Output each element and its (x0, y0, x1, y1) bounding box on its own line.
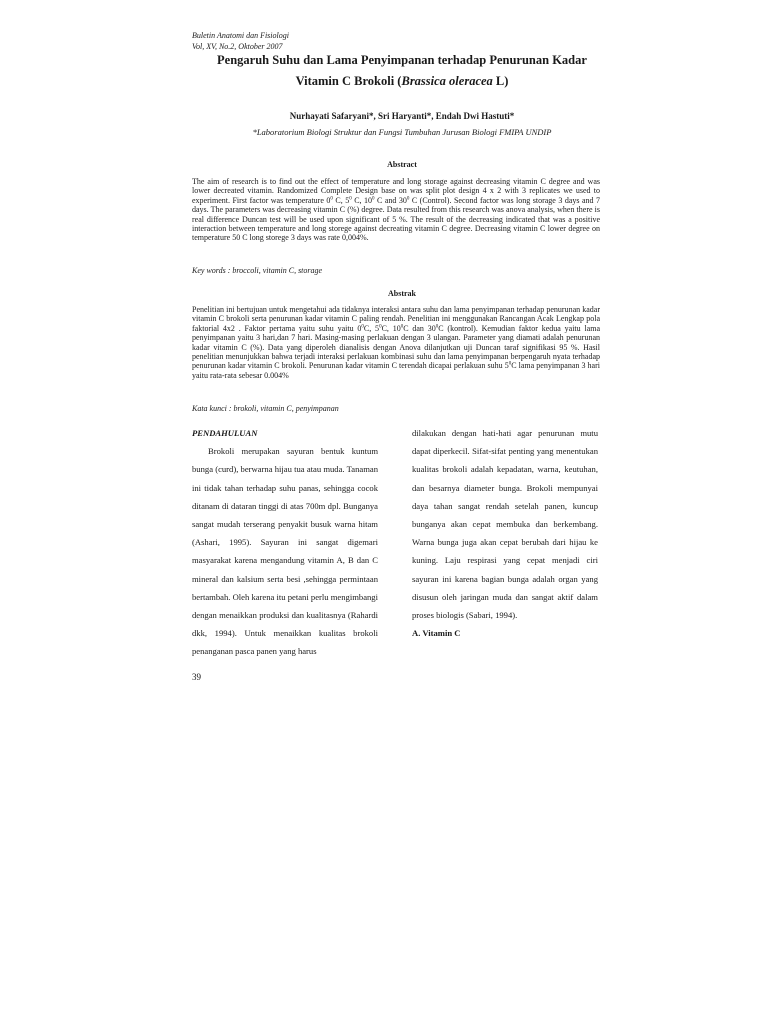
abstrak-heading: Abstrak (387, 289, 416, 298)
page-number: 39 (192, 672, 201, 682)
journal-name: Buletin Anatomi dan Fisiologi (192, 31, 289, 40)
journal-volume: Vol, XV, No.2, Oktober 2007 (192, 42, 283, 51)
title-species-name: Brassica oleracea (401, 74, 493, 88)
keywords: Key words : broccoli, vitamin C, storage (192, 266, 323, 275)
affiliation: *Laboratorium Biologi Struktur dan Fungsi Tumbuhan Jurusan Biologi FMIPA UNDIP (252, 127, 552, 137)
body-paragraph: dilakukan dengan hati-hati agar penurunan mutu dapat diperkecil. Sifat-sifat penting yang menentukan kualitas brokoli adalah kepadatan, warna, keutuhan, dan besarnya diameter bunga. Brokoli mempunyai daya tahan sangat rendah setelah panen, kuncup bunganya akan cepat membuka dan berkembang. Warna bunga juga akan cepat berubah dari hijau ke kuning. Laju respirasi yang cepat menjadi ciri sayuran ini karena bagian bunga adalah organ yang disusun oleh jaringan muda dan sangat aktif dalam proses biologis (Sabari, 1994). (412, 428, 598, 621)
title-line-2-prefix: Vitamin C Brokoli ( (295, 74, 402, 88)
title-line-1: Pengaruh Suhu dan Lama Penyimpanan terhadap Penurunan Kadar (217, 53, 587, 67)
body-right-column (412, 424, 598, 642)
section-heading-pendahuluan: PENDAHULUAN (192, 428, 258, 438)
paper-title (192, 50, 612, 92)
abstract-heading: Abstract (387, 160, 417, 169)
body-left-column (192, 424, 378, 661)
section-heading-vitamin-c: A. Vitamin C (412, 628, 461, 639)
journal-header (192, 30, 289, 52)
kata-kunci: Kata kunci : brokoli, vitamin C, penyimpanan (192, 404, 339, 413)
title-line-2 (192, 71, 612, 92)
abstract-text: The aim of research is to find out the effect of temperature and long storage against decreasing vitamin C degree and was lower decreated vitamin. Randomized Complete Design base on was split plot design 4 x 2 with 3 replicates we used to experiment. First factor was temperature $0^0$ C, $5^0$ C, $10^0$ C and $30^0$ C (Control). Second factor was long storage 3 days and 7 days. The parameters was decreasing vitamin C (%) degree. Data resulted from this research was anova analysis, when there is real difference Duncan test will be used upon significant of 5 %. The result of the decreasing indicated that was a positive interaction between temperature and long storege against decreating vitamin C degree. Decreasing vitamin C lower degree on temperature 50 C long storege 3 days was rate 0,004%. (192, 177, 601, 243)
abstrak-text: Penelitian ini bertujuan untuk mengetahui ada tidaknya interaksi antara suhu dan lama penyimpanan terhadap penurunan kadar vitamin C brokoli serta penurunan kadar vitamin C paling rendah. Penelitian ini menggunakan Rancangan Acak Lengkap pola faktorial 4x2 . Faktor pertama yaitu suhu yaitu $0^0C$, $5^0C$, $10^0C$ dan $30^0C$ (kontrol). Kemudian faktor kedua yaitu lama penyimpanan yaitu 3 hari,dan 7 hari. Masing-masing perlakuan dengan 3 ulangan. Parameter yang diamati adalah penurunan kadar vitamin C (%). Data yang diperoleh dianalisis dengan Anova dilanjutkan uji Duncan taraf signifikasi 95 %. Hasil penelitian menunjukkan bahwa terjadi interaksi perlakuan kombinasi suhu dan lama penyimpanan berpengaruh nyata terhadap penurunan kadar vitamin C brokoli. Penurunan kadar vitamin C terendah dicapai perlakuan suhu $5^0C$ lama penyimpanan 3 hari yaitu rata-rata sebesar 0.004% (192, 305, 601, 380)
title-line-2-suffix: L) (492, 74, 509, 88)
body-paragraph: Brokoli merupakan sayuran bentuk kuntum bunga (curd), berwarna hijau tua atau muda. Tanaman ini tidak tahan terhadap suhu panas, sehingga cocok ditanam di dataran tinggi di atas 700m dpl. Bunganya sangat mudah terserang penyakit busuk warna hitam (Ashari, 1995). Sayuran ini sangat digemari masyarakat karena mengandung vitamin A, B dan C mineral dan kalsium serta besi ,sehingga permintaan bertambah. Oleh karena itu petani perlu mengimbangi dengan menaikkan produksi dan kualitasnya (Rahardi dkk, 1994). Untuk menaikkan kualitas brokoli penanganan pasca panen yang harus (192, 446, 378, 657)
author-list: Nurhayati Safaryani*, Sri Haryanti*, Endah Dwi Hastuti* (289, 111, 515, 121)
